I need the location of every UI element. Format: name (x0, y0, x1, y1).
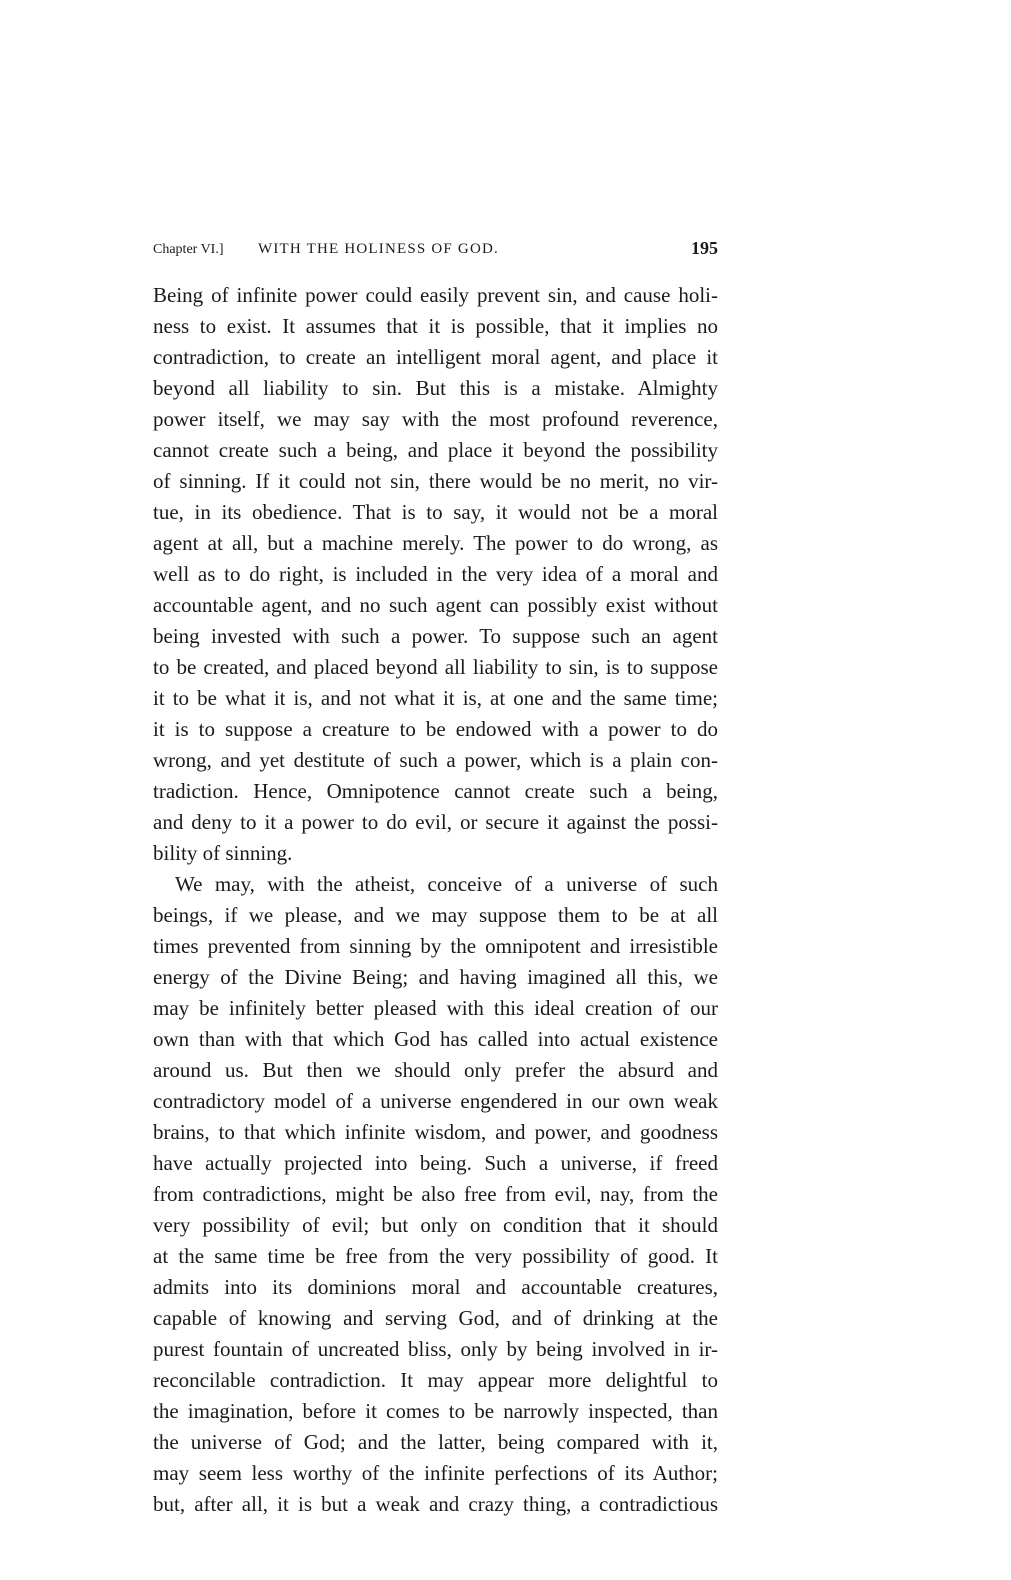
text-line: of sinning. If it could not sin, there would be no merit, no vir- (153, 469, 718, 493)
text-line: may seem less worthy of the infinite perfections of its Author; (153, 1461, 718, 1485)
text-line: bility of sinning. (153, 841, 293, 865)
text-line: at the same time be free from the very possibility of good. It (153, 1244, 718, 1268)
text-line: beyond all liability to sin. But this is a mistake. Almighty (153, 376, 718, 400)
text-line: purest fountain of uncreated bliss, only by being involved in ir- (153, 1337, 718, 1361)
text-line: wrong, and yet destitute of such a power, which is a plain con- (153, 748, 718, 772)
text-line: own than with that which God has called into actual existence (153, 1027, 718, 1051)
text-line: tue, in its obedience. That is to say, it would not be a moral (153, 500, 718, 524)
text-line: capable of knowing and serving God, and of drinking at the (153, 1306, 718, 1330)
text-line: accountable agent, and no such agent can possibly exist without (153, 593, 718, 617)
text-line: times prevented from sinning by the omnipotent and irresistible (153, 934, 718, 958)
page-number: 195 (691, 238, 718, 258)
running-head (153, 238, 718, 264)
text-line: being invested with such a power. To suppose such an agent (153, 624, 718, 648)
text-line: ness to exist. It assumes that it is possible, that it implies no (153, 314, 718, 338)
text-line: agent at all, but a machine merely. The power to do wrong, as (153, 531, 718, 555)
text-line: very possibility of evil; but only on condition that it should (153, 1213, 718, 1237)
text-line: the imagination, before it comes to be narrowly inspected, than (153, 1399, 718, 1423)
text-line: Being of infinite power could easily prevent sin, and cause holi- (153, 283, 718, 307)
text-line: We may, with the atheist, conceive of a universe of such (175, 872, 718, 896)
text-line: around us. But then we should only prefer the absurd and (153, 1058, 718, 1082)
text-line: the universe of God; and the latter, being compared with it, (153, 1430, 718, 1454)
text-line: may be infinitely better pleased with this ideal creation of our (153, 996, 718, 1020)
text-line: contradictory model of a universe engendered in our own weak (153, 1089, 718, 1113)
text-line: contradiction, to create an intelligent moral agent, and place it (153, 345, 718, 369)
text-line: tradiction. Hence, Omnipotence cannot create such a being, (153, 779, 718, 803)
text-line: but, after all, it is but a weak and crazy thing, a contradictious (153, 1492, 718, 1516)
text-line: cannot create such a being, and place it beyond the possibility (153, 438, 718, 462)
text-line: power itself, we may say with the most profound reverence, (153, 407, 718, 431)
text-line: reconcilable contradiction. It may appear more delightful to (153, 1368, 718, 1392)
text-line: it is to suppose a creature to be endowed with a power to do (153, 717, 718, 741)
text-line: energy of the Divine Being; and having imagined all this, we (153, 965, 718, 989)
text-line: well as to do right, is included in the very idea of a moral and (153, 562, 718, 586)
chapter-label: Chapter VI.] (153, 242, 224, 257)
text-line: from contradictions, might be also free from evil, nay, from the (153, 1182, 718, 1206)
body-text (153, 280, 718, 1520)
text-line: have actually projected into being. Such a universe, if freed (153, 1151, 718, 1175)
text-line: brains, to that which infinite wisdom, and power, and goodness (153, 1120, 718, 1144)
text-line: it to be what it is, and not what it is, at one and the same time; (153, 686, 718, 710)
text-line: and deny to it a power to do evil, or secure it against the possi- (153, 810, 718, 834)
text-line: admits into its dominions moral and accountable creatures, (153, 1275, 718, 1299)
text-line: to be created, and placed beyond all liability to sin, is to suppose (153, 655, 718, 679)
running-title: WITH THE HOLINESS OF GOD. (258, 241, 499, 257)
text-line: beings, if we please, and we may suppose them to be at all (153, 903, 718, 927)
